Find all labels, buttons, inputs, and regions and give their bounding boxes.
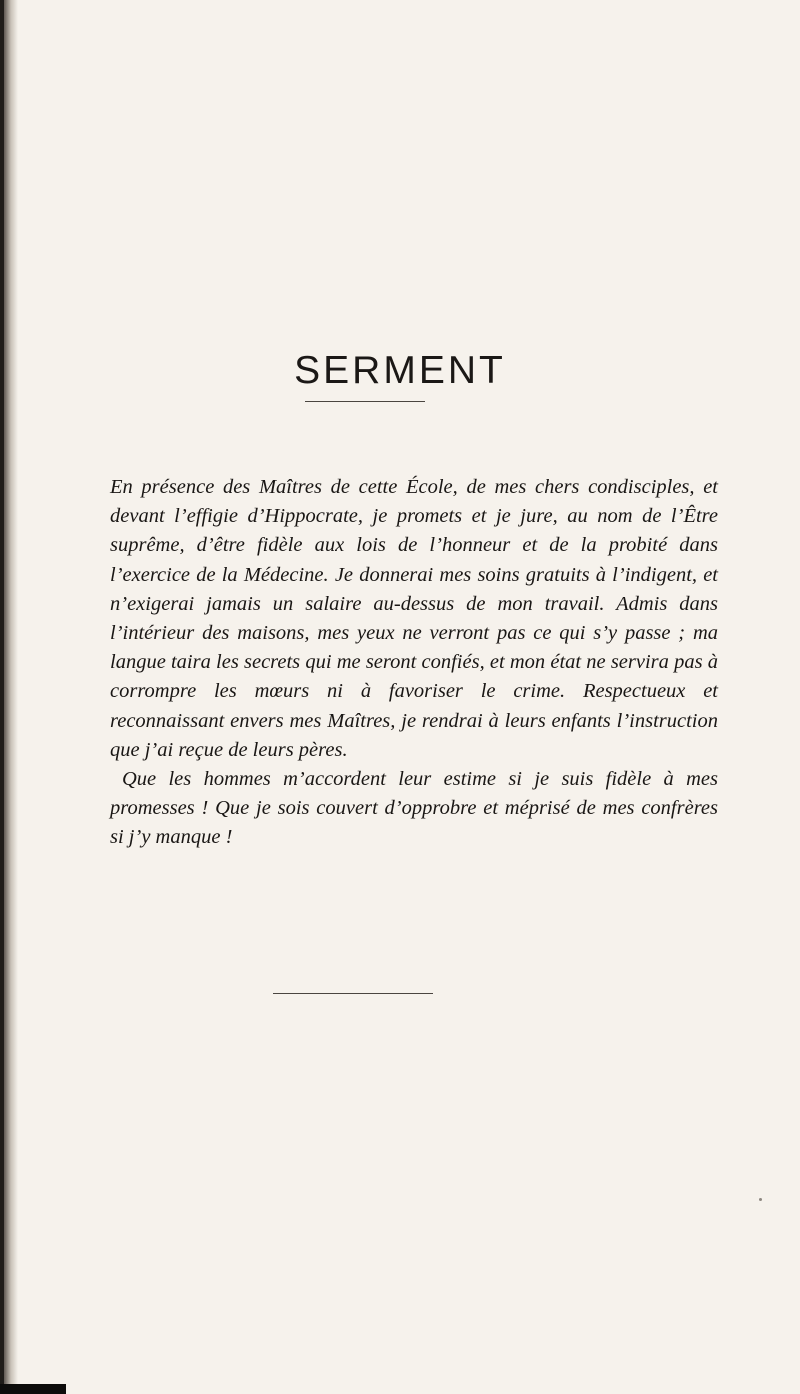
title-divider — [305, 401, 425, 402]
page-title: SERMENT — [294, 349, 506, 393]
page-binding-edge — [0, 0, 4, 1394]
closing-divider — [273, 993, 433, 994]
paper-speck — [759, 1198, 762, 1201]
oath-text — [110, 473, 718, 853]
page-corner-shadow — [0, 1384, 66, 1394]
oath-paragraph-1: En présence des Maîtres de cette École, de mes chers condisciples, et devant l’effigie d’Hippocrate, je promets et je jure, au nom de l’Être suprême, d’être fidèle aux lois de l’honneur et de la probité dans l’exercice de la Médecine. Je donnerai mes soins gratuits à l’indigent, et n’exigerai jamais un salaire au-dessus de mon travail. Admis dans l’intérieur des maisons, mes yeux ne verront pas ce qui s’y passe ; ma langue taira les secrets qui me seront confiés, et mon état ne servira pas à corrompre les mœurs ni à favoriser le crime. Respectueux et reconnaissant envers mes Maîtres, je rendrai à leurs enfants l’instruction que j’ai reçue de leurs pères. — [110, 476, 718, 761]
oath-paragraph-2: Que les hommes m’accordent leur estime si je suis fidèle à mes promesses ! Que je sois couvert d’opprobre et méprisé de mes confrères si j’y manque ! — [110, 768, 718, 849]
